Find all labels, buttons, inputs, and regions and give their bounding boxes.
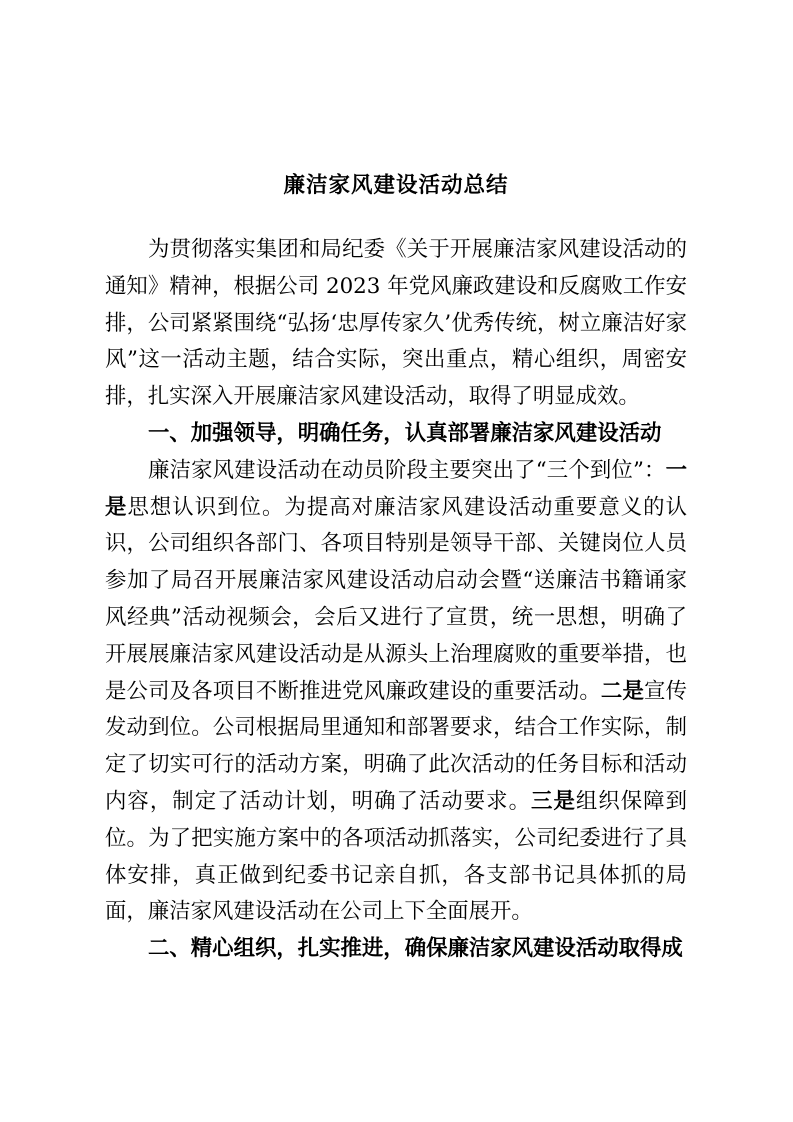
section-1-text-1: 廉洁家风建设活动在动员阶段主要突出了“三个到位”： [148,457,666,483]
section-1-paragraph [105,453,687,931]
section-1-bold-point-3: 三是 [531,788,576,814]
section-1-text-4: 组织保障到位。为了把实施方案中的各项活动抓落实，公司纪委进行了具体安排，真正做到纪委书记亲自抓，各支部书记具体抓的局面，廉洁家风建设活动在公司上下全面展开。 [105,788,687,925]
document-title: 廉洁家风建设活动总结 [283,173,509,198]
section-1-bold-point-2: 二是 [600,678,645,704]
section-1-text-2: 思想认识到位。为提高对廉洁家风建设活动重要意义的认识，公司组织各部门、各项目特别是领导干部、关键岗位人员参加了局召开展廉洁家风建设活动启动会暨“送廉洁书籍诵家风经典”活动视频会，会后又进行了宣贯，统一思想，明确了开展展廉洁家风建设活动是从源头上治理腐败的重要举措，也是公司及各项目不断推进党风廉政建设的重要活动。 [105,494,687,704]
intro-paragraph: 为贯彻落实集团和局纪委《关于开展廉洁家风建设活动的通知》精神，根据公司 2023 年党风廉政建设和反腐败工作安排，公司紧紧围绕“弘扬‘忠厚传家久’优秀传统，树立廉洁好家风”这一活动主题，结合实际，突出重点，精心组织，周密安排，扎实深入开展廉洁家风建设活动，取得了明显成效。 [105,237,687,410]
section-1-text-3: 宣传发动到位。公司根据局里通知和部署要求，结合工作实际，制定了切实可行的活动方案，明确了此次活动的任务目标和活动内容，制定了活动计划，明确了活动要求。 [105,678,687,814]
document-content [105,167,687,968]
section-2-heading: 二、精心组织，扎实推进，确保廉洁家风建设活动取得成 [148,936,683,962]
section-1-bold-point-1: 一是 [105,457,687,520]
section-1-heading: 一、加强领导，明确任务，认真部署廉洁家风建设活动 [148,420,662,446]
